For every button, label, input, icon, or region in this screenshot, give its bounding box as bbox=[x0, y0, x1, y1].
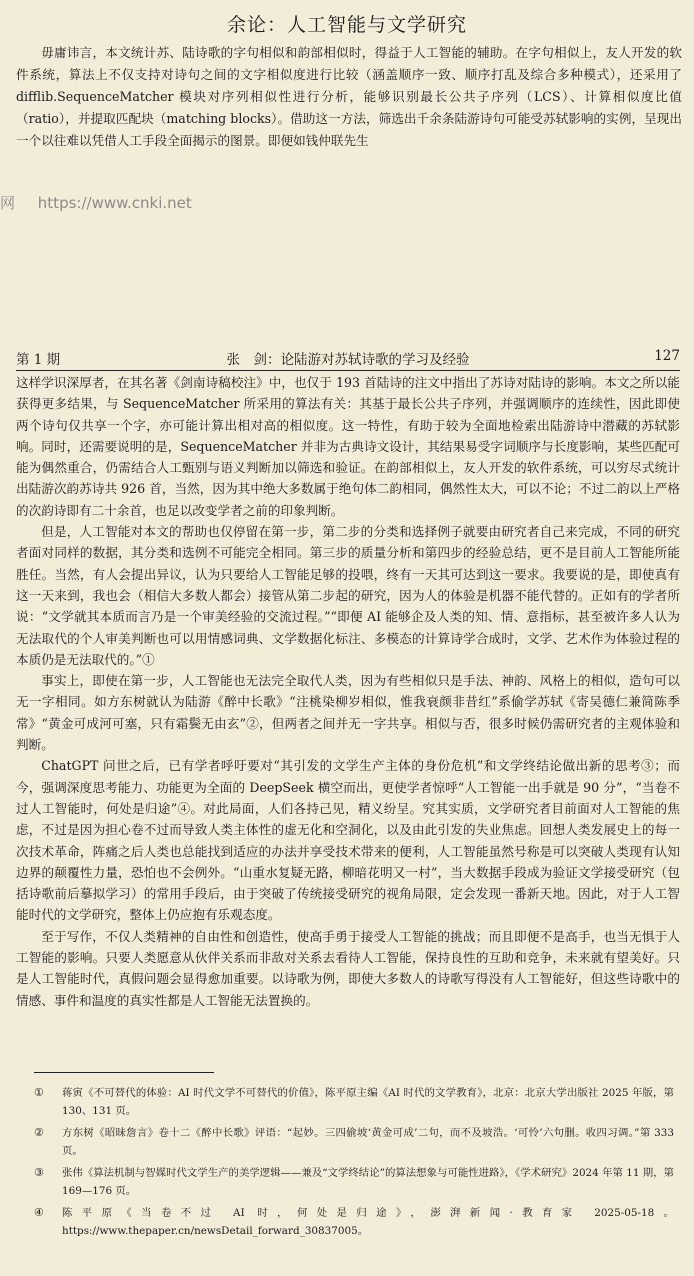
footnote-divider bbox=[34, 1072, 214, 1073]
main-body-text bbox=[16, 372, 680, 1011]
previous-page-fragment bbox=[0, 0, 694, 188]
footnote-number: ② bbox=[34, 1126, 44, 1139]
body-paragraph: 但是，人工智能对本文的帮助也仅停留在第一步，第二步的分类和选择例子就要由研究者自己来完成，不同的研究者面对同样的数据，其分类和选例不可能完全相同。第三步的质量分析和第四步的经验总结，更不是目前人工智能所能胜任。当然，有人会提出异议，认为只要给人工智能足够的投喂，终有一天其可达到这一要求。我要说的是，即使真有这一天来到，我也会（相信大多数人都会）接管从第二步起的研究，因为人的体验是机器不能代替的。正如有的学者所说：“文学就其本质而言乃是一个审美经验的交流过程。”“即便 AI 能够企及人类的知、情、意指标，甚至被许多人认为无法取代的个人审美判断也可以用情感词典、文学数据化标注、多模态的计算诗学合成时，文学、艺术作为体验过程的本质仍是无法取代的。”① bbox=[16, 524, 680, 667]
section-title: 余论：人工智能与文学研究 bbox=[226, 14, 467, 36]
footnote-number: ③ bbox=[34, 1166, 44, 1179]
running-header bbox=[16, 348, 680, 371]
body-paragraph: 这样学识深厚者，在其名著《剑南诗稿校注》中，也仅于 193 首陆诗的注文中指出了苏诗对陆诗的影响。本文之所以能获得更多结果，与 SequenceMatcher 所采用的算法有关：其基于最长公共子序列，并强调顺序的连续性，因此即使两个诗句仅共享一个字，亦可能计算出相对高的相似度。这一特性，有助于较为全面地检索出陆游诗中潜藏的苏轼影响。同时，还需要说明的是，SequenceMatcher 并非为古典诗文设计，其结果易受字词顺序与长度影响，某些匹配可能为偶然重合，仍需结合人工甄别与语义判断加以筛选和验证。在韵部相似上，友人开发的软件系统，可以穷尽式统计出陆游次韵苏诗共 926 首，当然，因为其中绝大多数属于绝句体二韵相同，偶然性太大，可以不论；不过二韵以上严格的次韵诗即有二十余首，也足以改变学者之前的印象判断。 bbox=[16, 375, 680, 518]
footnote-text: 蒋寅《不可替代的体验：AI 时代文学不可替代的价值》，陈平原主编《AI 时代的文学教育》，北京：北京大学出版社 2025 年版，第 130、131 页。 bbox=[62, 1087, 674, 1117]
footnote-text: 陈平原《当卷不过 AI 时，何处是归途》，澎湃新闻·教育家 2025-05-18。https://www.thepaper.cn/newsDetail_forward_30837005。 bbox=[62, 1207, 674, 1237]
footnote-item bbox=[34, 1164, 674, 1200]
body-paragraph: ChatGPT 问世之后，已有学者呼吁要对“其引发的文学生产主体的身份危机”和文学终结论做出新的思考③；而今，强调深度思考能力、功能更为全面的 DeepSeek 横空而出，更使学者惊呼“人工智能一出手就是 90 分”，“当卷不过人工智能时，何处是归途”④。对此局面，人们各持己见，精义纷呈。究其实质，文学研究者目前面对人工智能的焦虑，不过是因为担心卷不过而导致人类主体性的虚无化和空洞化，以及由此引发的失业焦虑。回想人类发展史上的每一次技术革命，阵痛之后人类也总能找到适应的办法并享受技术带来的便利，人工智能虽然号称是可以突破人类现有认知边界的颠覆性力量，恐怕也不会例外。“山重水复疑无路，柳暗花明又一村”，当大数据手段成为验证文学接受研究（包括诗歌前后摹拟学习）的常用手段后，由于突破了传统接受研究的视角局限，定会发现一番新天地。因此，对于人工智能时代的文学研究，整体上仍应抱有乐观态度。 bbox=[16, 758, 680, 923]
footnote-text: 张伟《算法机制与智媒时代文学生产的美学逻辑——兼及“文学终结论”的算法想象与可能性进路》，《学术研究》2024 年第 11 期，第 169—176 页。 bbox=[62, 1167, 674, 1197]
watermark-site: 网 bbox=[0, 194, 16, 212]
footnotes bbox=[34, 1084, 674, 1244]
top-paragraph: 毋庸讳言，本文统计苏、陆诗歌的字句相似和韵部相似时，得益于人工智能的辅助。在字句相似上，友人开发的软件系统，算法上不仅支持对诗句之间的文字相似度进行比较（涵盖顺序一致、顺序打乱及综合多种模式），还采用了 difflib.SequenceMatcher 模块对序列相似性进行分析，能够识别最长公共子序列（LCS）、计算相似度比值（ratio），并提取匹配块（matching blocks）。借助这一方法，筛选出千余条陆游诗句可能受苏轼影响的实例，呈现出一个以往难以凭借人工手段全面揭示的图景。即便如钱仲联先生 bbox=[16, 45, 682, 148]
footnote-item bbox=[34, 1084, 674, 1120]
watermark-url[interactable]: https://www.cnki.net bbox=[37, 194, 192, 212]
footnote-number: ① bbox=[34, 1086, 44, 1099]
footnote-text: 方东树《昭昧詹言》卷十二《醉中长歌》评语：“起妙。三四偷坡‘黄金可成’二句，而不及坡浩。‘可怜’六句删。收四习调。”第 333 页。 bbox=[62, 1127, 674, 1157]
body-paragraph: 事实上，即使在第一步，人工智能也无法完全取代人类，因为有些相似只是手法、神韵、风格上的相似，造句可以无一字相同。如方东树就认为陆游《醉中长歌》“注桃染柳岁相似，惟我衰颜非昔红”系偷学苏轼《寄吴德仁兼简陈季常》“黄金可成河可塞，只有霜鬓无由玄”②，但两者之间并无一字共享。相似与否，很多时候仍需研究者的主观体验和判断。 bbox=[16, 673, 680, 753]
article-header: 张 剑：论陆游对苏轼诗歌的学习及经验 bbox=[226, 352, 470, 368]
footnote-item bbox=[34, 1124, 674, 1160]
cnki-watermark bbox=[0, 192, 192, 213]
footnote-item bbox=[34, 1204, 674, 1240]
footnote-number: ④ bbox=[34, 1206, 44, 1219]
body-paragraph: 至于写作，不仅人类精神的自由性和创造性，使高手勇于接受人工智能的挑战；而且即便不是高手，也当无惧于人工智能的影响。只要人类愿意从伙伴关系而非敌对关系去看待人工智能，保持良性的互助和竞争，未来就有望美好。只是人工智能时代，真假问题会显得愈加重要。以诗歌为例，即使大多数人的诗歌写得没有人工智能好，但这些诗歌中的情感、事件和温度的真实性都是人工智能无法置换的。 bbox=[16, 928, 680, 1008]
page-number: 127 bbox=[654, 348, 680, 364]
issue-number: 第 1 期 bbox=[16, 352, 61, 368]
